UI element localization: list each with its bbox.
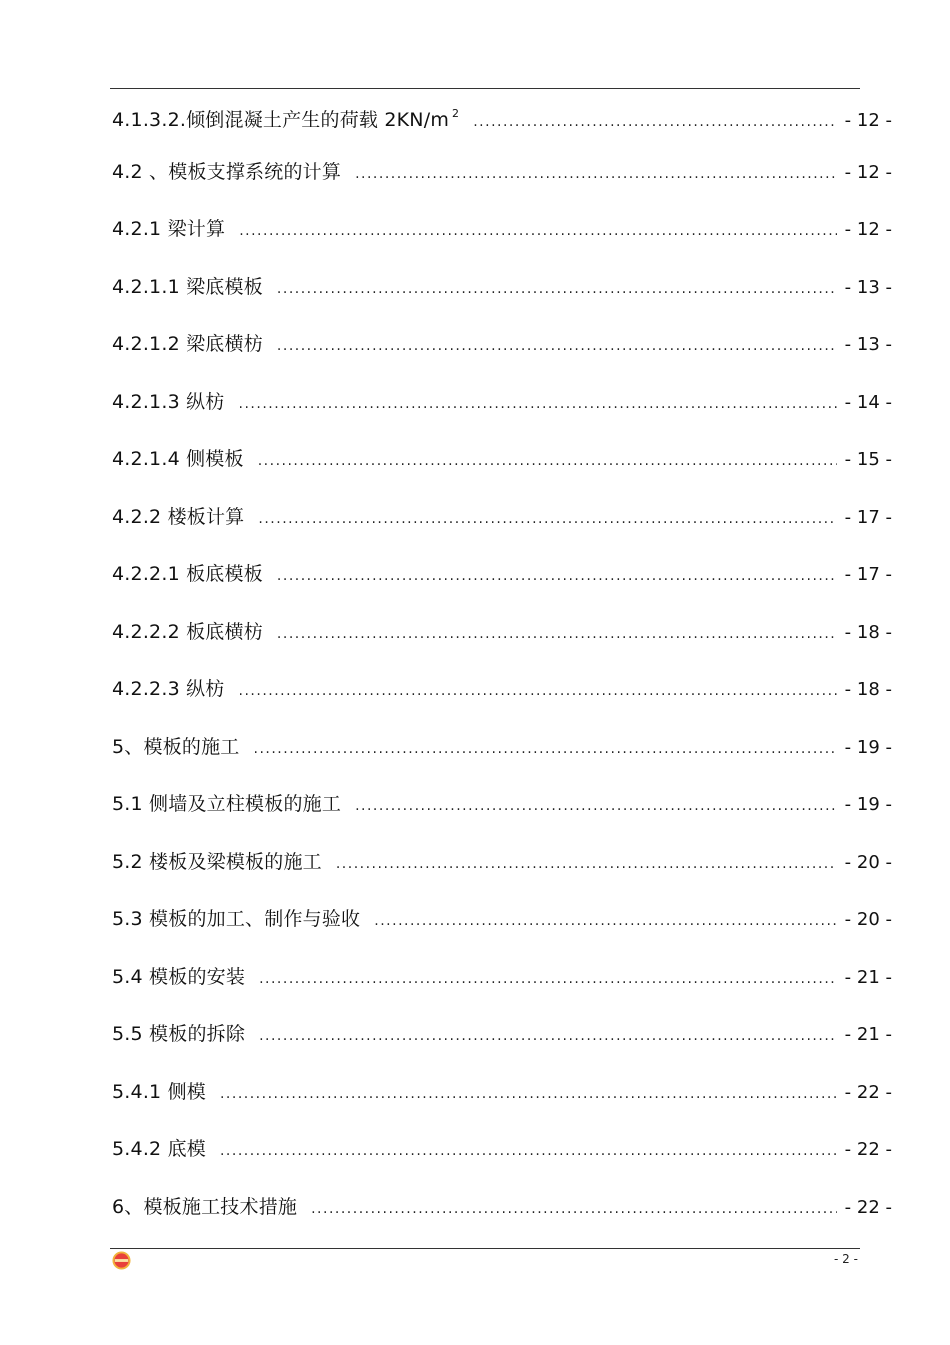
toc-entry-label: 4.2.1.4 侧模板 — [112, 448, 244, 470]
toc-entry-label: 5.4 模板的安装 — [112, 965, 246, 988]
toc-entry-label: 4.2.2.3 纵枋 — [112, 678, 225, 700]
toc-leader-dots — [336, 846, 837, 882]
toc-entry[interactable] — [112, 211, 892, 269]
toc-entry-label: 4.2.2 楼板计算 — [112, 505, 245, 528]
toc-entry-label: 5.4.2 底模 — [112, 1138, 206, 1160]
toc-leader-dots — [277, 558, 837, 594]
toc-entry[interactable] — [112, 901, 892, 959]
toc-entry-page: - 13 - — [844, 276, 892, 298]
toc-leader-dots — [239, 673, 837, 709]
toc-entry-page: - 22 - — [844, 1139, 892, 1160]
toc-entry[interactable] — [112, 1131, 892, 1189]
toc-entry[interactable] — [112, 671, 892, 729]
logo-band — [115, 1259, 128, 1262]
toc-entry-label: 4.2.2.1 板底模板 — [112, 563, 263, 585]
toc-entry-page: - 12 - — [844, 161, 892, 183]
toc-entry-page: - 14 - — [844, 391, 892, 413]
toc-entry-label: 5.4.1 侧模 — [112, 1080, 206, 1103]
toc-entry[interactable] — [112, 1189, 892, 1247]
toc-entry[interactable] — [112, 499, 892, 557]
toc-entry[interactable] — [112, 269, 892, 327]
toc-entry-label: 4.2 、模板支撑系统的计算 — [112, 160, 342, 183]
table-of-contents — [112, 96, 892, 1246]
toc-entry-page: - 19 - — [844, 736, 892, 758]
toc-entry[interactable] — [112, 556, 892, 614]
toc-entry-label: 5.2 楼板及梁模板的施工 — [112, 850, 322, 873]
toc-leader-dots — [355, 788, 837, 824]
toc-entry-page: - 17 - — [844, 564, 892, 585]
toc-leader-dots — [473, 104, 836, 140]
toc-entry-label: 5、模板的施工 — [112, 735, 240, 758]
toc-entry[interactable] — [112, 1016, 892, 1074]
toc-entry[interactable] — [112, 959, 892, 1017]
toc-leader-dots — [239, 213, 836, 249]
footer-rule — [110, 1248, 860, 1249]
header-rule — [110, 88, 860, 89]
toc-entry-page: - 15 - — [844, 449, 892, 470]
toc-entry-page: - 12 - — [844, 219, 892, 240]
toc-leader-dots — [258, 501, 836, 537]
toc-entry-page: - 17 - — [844, 506, 892, 528]
toc-entry-label: 5.5 模板的拆除 — [112, 1023, 246, 1045]
toc-leader-dots — [277, 616, 837, 652]
toc-entry[interactable] — [112, 729, 892, 787]
toc-entry-page: - 12 - — [844, 110, 892, 131]
toc-entry-label: 4.2.1 梁计算 — [112, 218, 226, 240]
toc-entry[interactable] — [112, 326, 892, 384]
toc-entry-label: 4.2.1.1 梁底模板 — [112, 275, 263, 298]
toc-entry[interactable] — [112, 614, 892, 672]
toc-leader-dots — [259, 961, 837, 997]
toc-leader-dots — [220, 1076, 837, 1112]
company-logo-icon — [112, 1251, 131, 1270]
toc-leader-dots — [239, 386, 837, 422]
toc-entry-page: - 21 - — [844, 966, 892, 988]
toc-entry-page: - 22 - — [844, 1196, 892, 1218]
toc-entry-page: - 20 - — [844, 909, 892, 930]
toc-leader-dots — [355, 156, 837, 192]
toc-entry-page: - 18 - — [844, 679, 892, 700]
superscript: 2 — [452, 107, 460, 120]
toc-entry[interactable] — [112, 154, 892, 212]
toc-leader-dots — [277, 271, 837, 307]
toc-leader-dots — [259, 1018, 837, 1054]
toc-entry[interactable] — [112, 441, 892, 499]
toc-entry-page: - 13 - — [844, 334, 892, 355]
toc-entry-label: 4.2.1.2 梁底横枋 — [112, 333, 263, 355]
toc-leader-dots — [258, 443, 837, 479]
toc-entry-page: - 20 - — [844, 851, 892, 873]
toc-leader-dots — [220, 1133, 837, 1169]
toc-entry-page: - 18 - — [844, 621, 892, 643]
toc-entry[interactable] — [112, 384, 892, 442]
toc-entry-page: - 21 - — [844, 1024, 892, 1045]
toc-leader-dots — [277, 328, 837, 364]
toc-leader-dots — [254, 731, 837, 767]
page-number: - 2 - — [834, 1252, 858, 1266]
toc-entry-label: 5.3 模板的加工、制作与验收 — [112, 908, 361, 930]
toc-entry-label: 5.1 侧墙及立柱模板的施工 — [112, 793, 342, 815]
toc-leader-dots — [311, 1191, 837, 1227]
toc-entry-label: 4.2.1.3 纵枋 — [112, 390, 225, 413]
toc-entry[interactable] — [112, 1074, 892, 1132]
toc-entry[interactable] — [112, 844, 892, 902]
toc-entry-page: - 22 - — [844, 1081, 892, 1103]
toc-entry-label: 6、模板施工技术措施 — [112, 1195, 298, 1218]
toc-entry[interactable] — [112, 96, 892, 154]
toc-entry-label: 4.2.2.2 板底横枋 — [112, 620, 263, 643]
toc-entry-label: 4.1.3.2.倾倒混凝土产生的荷载 2KN/m $^2$ — [112, 107, 460, 131]
toc-leader-dots — [374, 903, 836, 939]
toc-entry[interactable] — [112, 786, 892, 844]
toc-entry-page: - 19 - — [844, 794, 892, 815]
